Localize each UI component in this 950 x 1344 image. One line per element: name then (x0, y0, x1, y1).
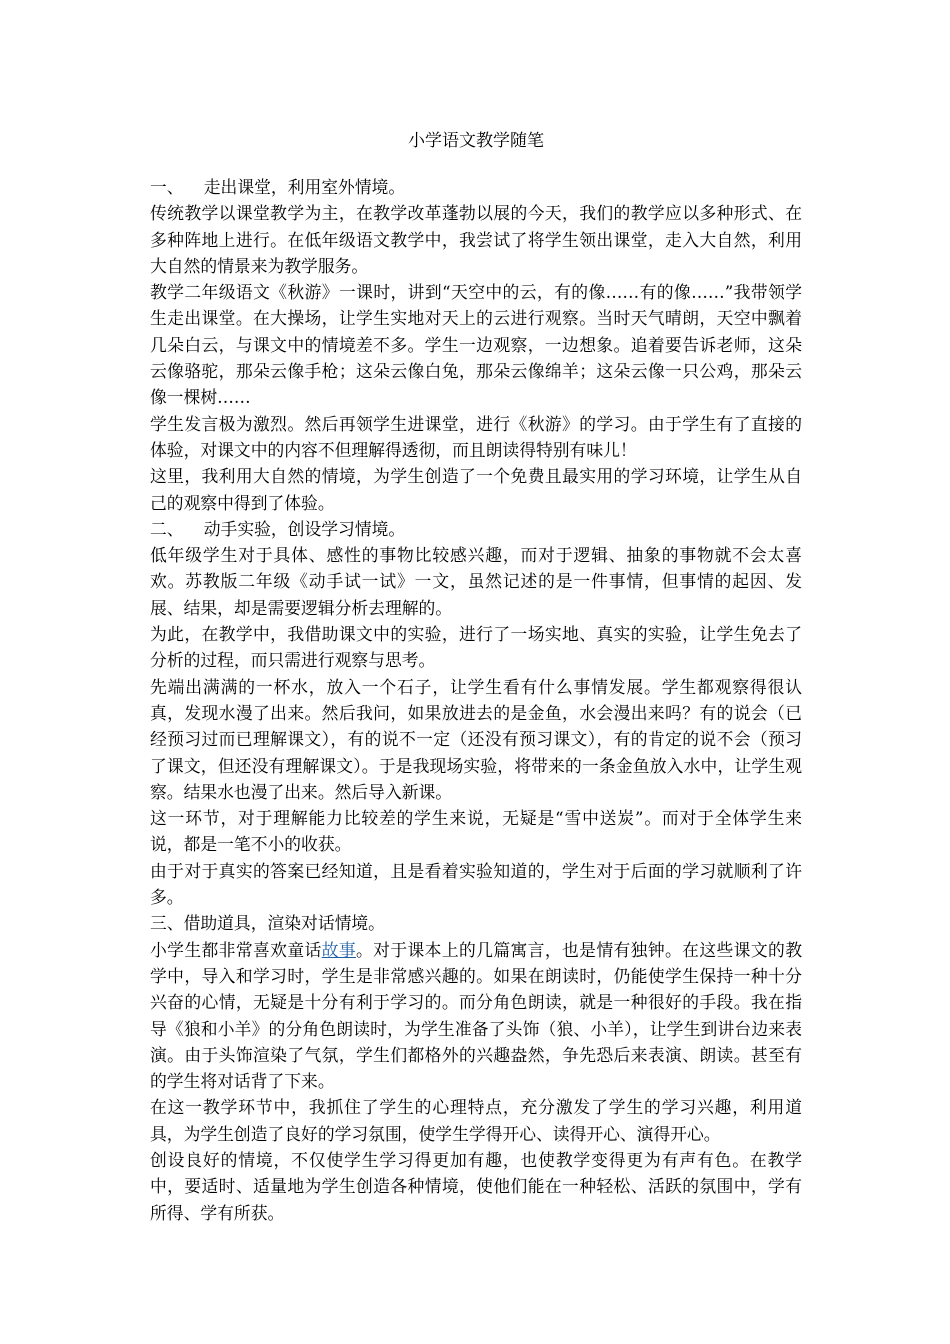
paragraph: 教学二年级语文《秋游》一课时，讲到“天空中的云，有的像……有的像……”我带领学生走出课堂。在大操场，让学生实地对天上的云进行观察。当时天气晴朗，天空中飘着几朵白云，与课文中的情境差不多。学生一边观察，一边想象。追着要告诉老师，这朵云像骆驼，那朵云像手枪；这朵云像白兔，那朵云像绵羊；这朵云像一只公鸡，那朵云像一棵树…… (150, 282, 802, 408)
section-one-heading-text: 走出课堂，利用室外情境。 (203, 177, 406, 197)
section-two-number: 二、 (150, 518, 184, 539)
paragraph: 这里，我利用大自然的情境，为学生创造了一个免费且最实用的学习环境，让学生从自己的观察中得到了体验。 (150, 466, 802, 513)
paragraph: 为此，在教学中，我借助课文中的实验，进行了一场实地、真实的实验，让学生免去了分析的过程，而只需进行观察与思考。 (150, 624, 802, 671)
paragraph: 学生发言极为激烈。然后再领学生进课堂，进行《秋游》的学习。由于学生有了直接的体验，对课文中的内容不但理解得透彻，而且朗读得特别有味儿！ (150, 413, 802, 460)
paragraph: 在这一教学环节中，我抓住了学生的心理特点，充分激发了学生的学习兴趣，利用道具，为学生创造了良好的学习氛围，使学生学得开心、读得开心、演得开心。 (150, 1097, 802, 1144)
section-one-heading (150, 174, 802, 200)
paragraph-text: 。对于课本上的几篇寓言，也是情有独钟。在这些课文的教学中，导入和学习时，学生是非常感兴趣的。如果在朗读时，仍能使学生保持一种十分兴奋的心情，无疑是十分有利于学习的。而分角色朗读，就是一种很好的手段。我在指导《狼和小羊》的分角色朗读时，为学生准备了头饰（狼、小羊），让学生到讲台边来表演。由于头饰渲染了气氛，学生们都格外的兴趣盎然，争先恐后来表演、朗读。甚至有的学生将对话背了下来。 (150, 939, 802, 1092)
paragraph: 低年级学生对于具体、感性的事物比较感兴趣，而对于逻辑、抽象的事物就不会太喜欢。苏教版二年级《动手试一试》一文，虽然记述的是一件事情，但事情的起因、发展、结果，却是需要逻辑分析去理解的。 (150, 545, 802, 618)
paragraph: 传统教学以课堂教学为主，在教学改革蓬勃以展的今天，我们的教学应以多种形式、在多种阵地上进行。在低年级语文教学中，我尝试了将学生领出课堂，走入大自然，利用大自然的情景来为教学服务。 (150, 203, 802, 276)
document-title: 小学语文教学随笔 (408, 131, 544, 151)
paragraph: 由于对于真实的答案已经知道，且是看着实验知道的，学生对于后面的学习就顺利了许多。 (150, 860, 802, 908)
paragraph: 创设良好的情境，不仅使学生学习得更加有趣，也使教学变得更为有声有色。在教学中，要适时、适量地为学生创造各种情境，使他们能在一种轻松、活跃的氛围中，学有所得、学有所获。 (150, 1149, 802, 1223)
document-body (150, 174, 802, 1226)
paragraph: 先端出满满的一杯水，放入一个石子，让学生看有什么事情发展。学生都观察得很认真，发现水漫了出来。然后我问，如果放进去的是金鱼，水会漫出来吗？有的说会（已经预习过而已理解课文），有的说不一定（还没有预习课文），有的肯定的说不会（预习了课文，但还没有理解课文）。于是我现场实验，将带来的一条金鱼放入水中，让学生观察。结果水也漫了出来。然后导入新课。 (150, 676, 802, 802)
paragraph-with-link (150, 937, 802, 1095)
story-link[interactable]: 故事 (321, 939, 357, 960)
section-one-number: 一、 (150, 177, 184, 197)
paragraph: 这一环节，对于理解能力比较差的学生来说，无疑是“雪中送炭”。而对于全体学生来说，都是一笔不小的收获。 (150, 808, 802, 855)
section-three-heading: 三、借助道具，渲染对话情境。 (150, 913, 385, 934)
section-two-heading-text: 动手实验，创设学习情境。 (203, 518, 406, 539)
section-two-heading (150, 516, 802, 542)
paragraph-text: 小学生都非常喜欢童话 (150, 939, 322, 960)
